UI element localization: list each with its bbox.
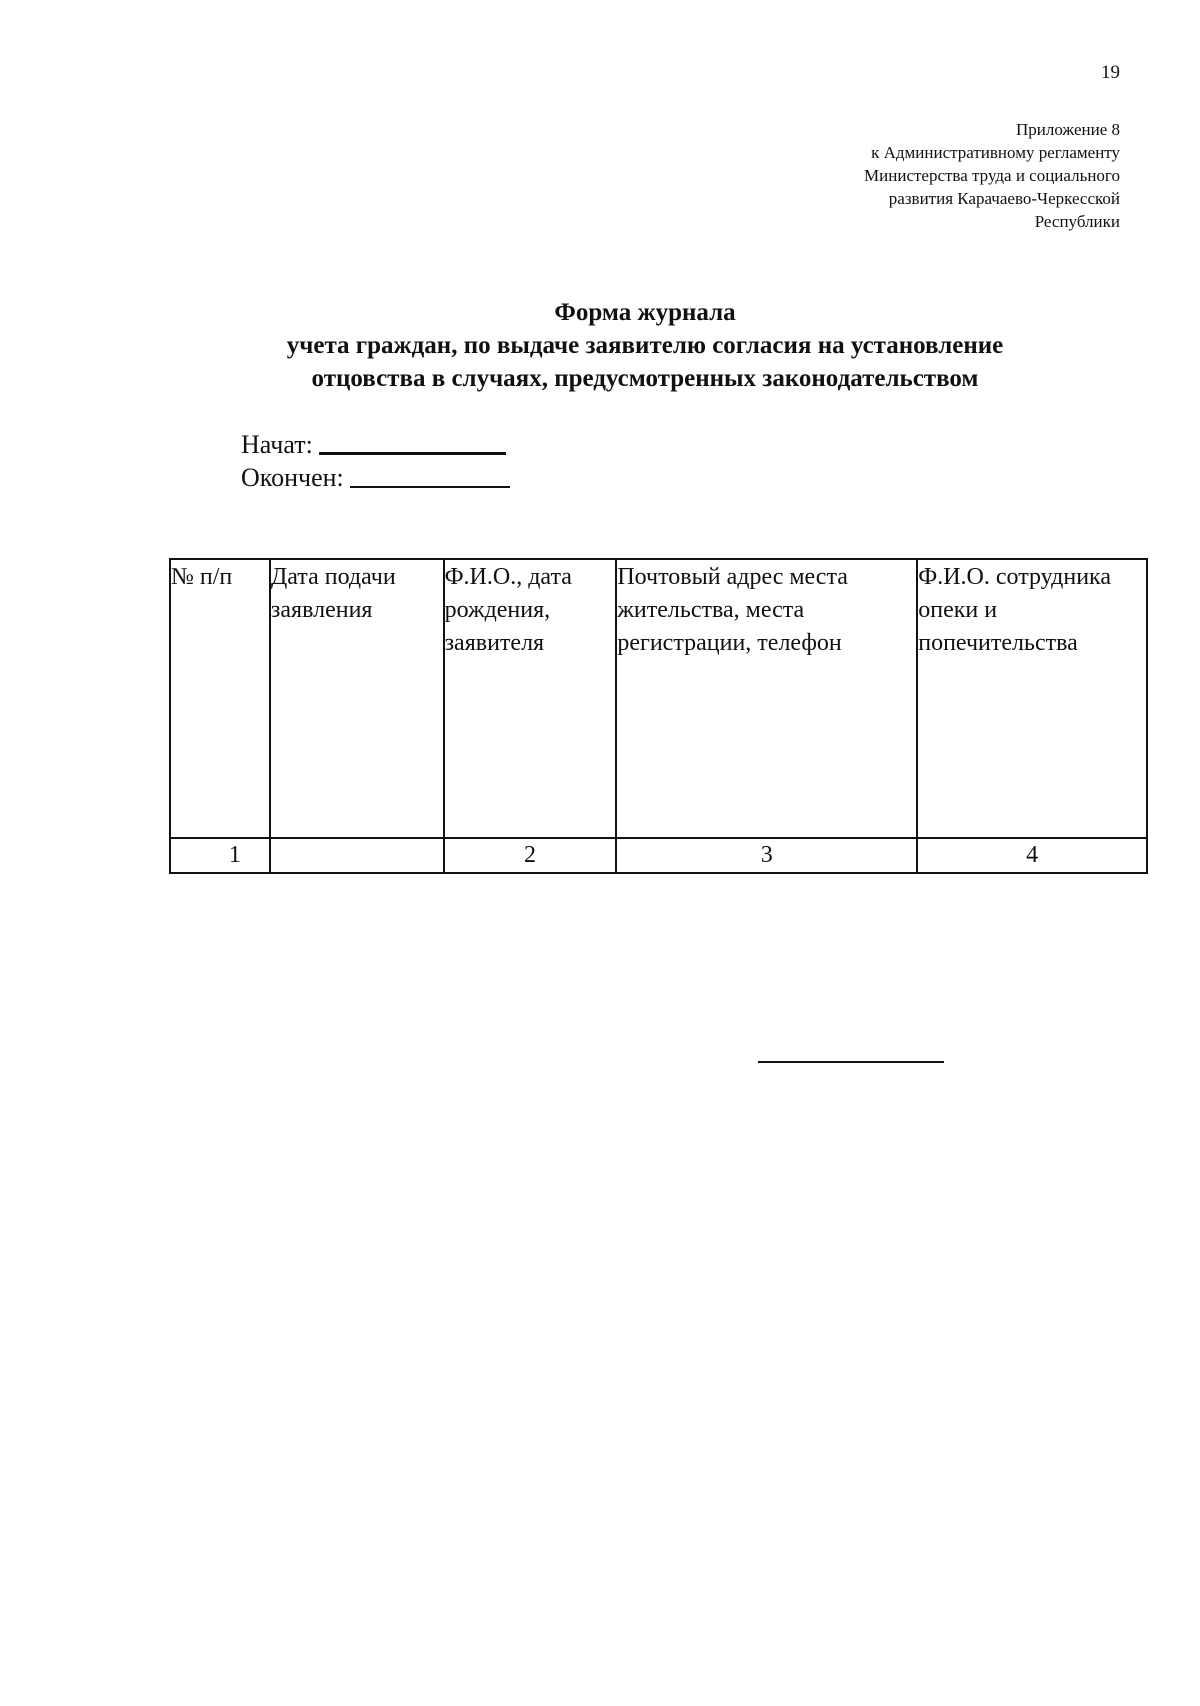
journal-started-label: Начат: <box>241 430 313 459</box>
header-application-date: Дата подачи заявления <box>270 559 444 838</box>
table-row <box>170 838 1147 873</box>
appendix-line: Приложение 8 <box>1016 120 1120 139</box>
journal-dates <box>241 428 510 494</box>
journal-finished-label: Окончен: <box>241 463 344 492</box>
title-line: отцовства в случаях, предусмотренных законодательством <box>311 365 979 392</box>
appendix-line: Республики <box>1034 212 1120 231</box>
page-number: 19 <box>1101 62 1120 83</box>
column-number-cell <box>270 838 444 873</box>
title-line: Форма журнала <box>554 299 736 326</box>
appendix-line: развития Карачаево-Черкесской <box>888 189 1120 208</box>
appendix-reference <box>700 118 1120 233</box>
journal-table <box>169 558 1148 874</box>
header-postal-address: Почтовый адрес места жительства, места регистрации, телефон <box>616 559 917 838</box>
header-number: № п/п <box>170 559 270 838</box>
signature-line <box>758 1061 944 1063</box>
journal-started-blank <box>319 430 506 455</box>
title-line: учета граждан, по выдаче заявителю согласия на установление <box>286 332 1004 359</box>
appendix-line: к Административному регламенту <box>871 143 1120 162</box>
column-number-cell: 4 <box>917 838 1147 873</box>
column-number-cell: 1 <box>170 838 270 873</box>
header-guardianship-officer: Ф.И.О. сотрудника опеки и попечительства <box>917 559 1147 838</box>
header-applicant-name: Ф.И.О., дата рождения, заявителя <box>444 559 617 838</box>
column-number-cell: 3 <box>616 838 917 873</box>
document-title <box>0 296 1200 395</box>
journal-finished-blank <box>350 464 510 488</box>
table-header-row <box>170 559 1147 838</box>
journal-started-row <box>241 428 510 461</box>
column-number-cell: 2 <box>444 838 617 873</box>
appendix-line: Министерства труда и социального <box>864 166 1120 185</box>
journal-finished-row <box>241 461 510 494</box>
